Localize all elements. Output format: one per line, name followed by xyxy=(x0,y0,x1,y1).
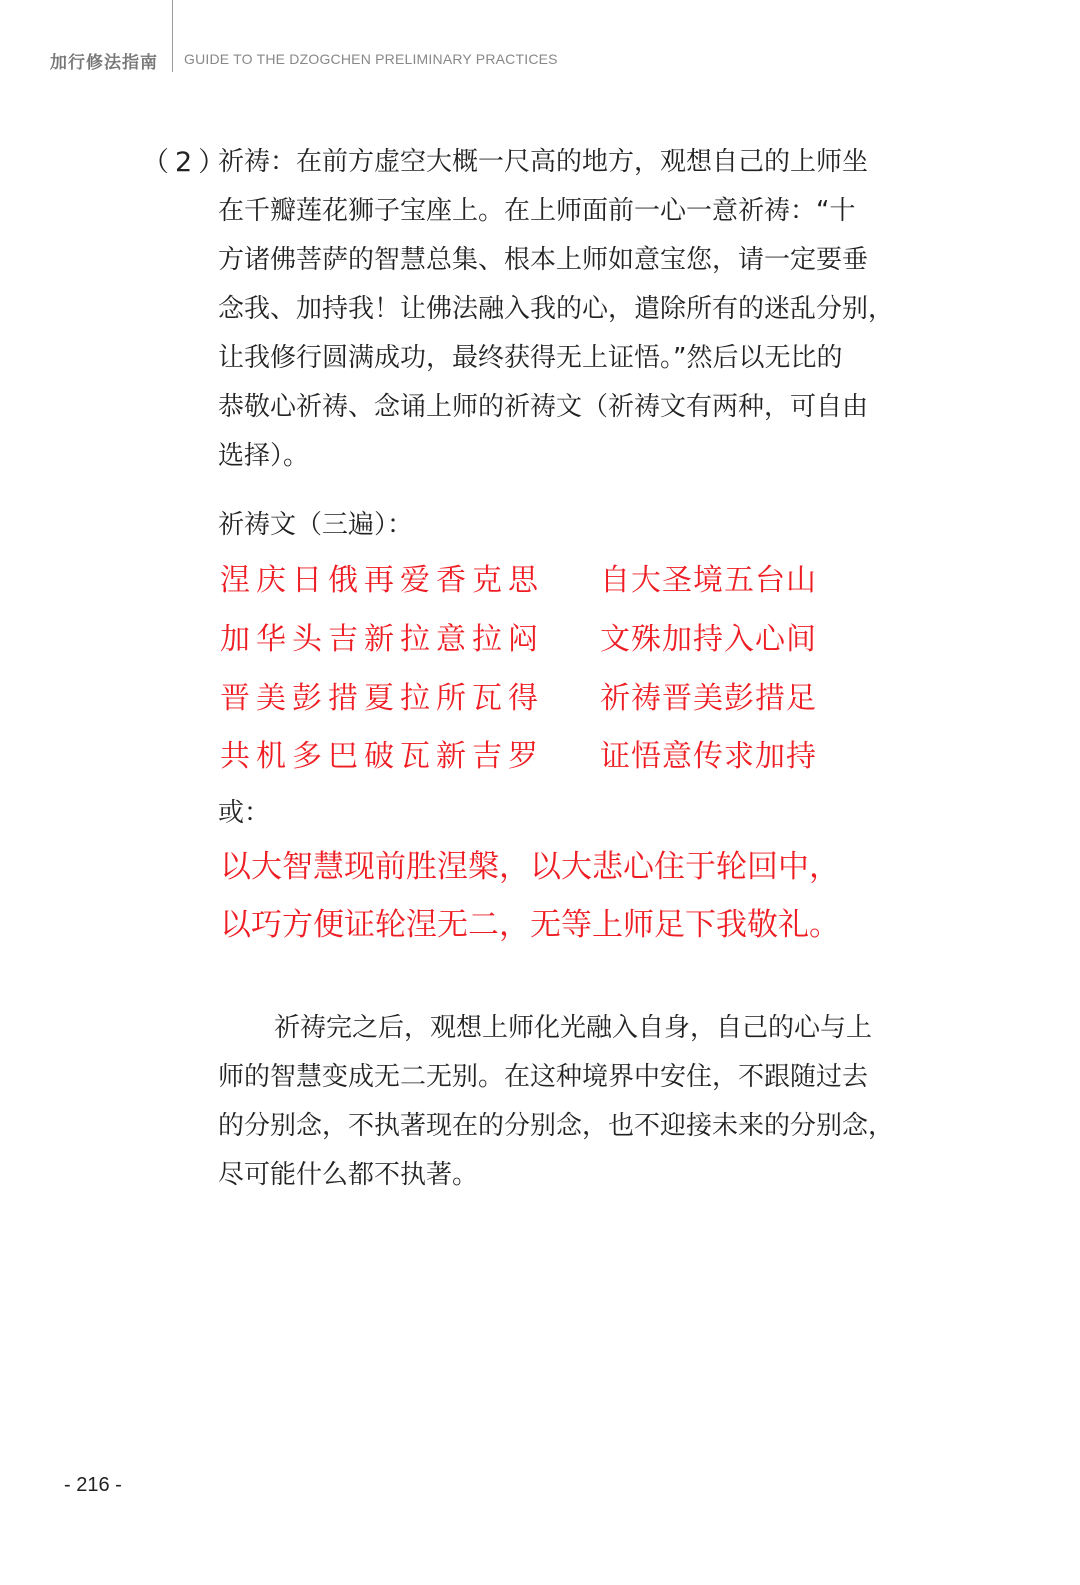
prayer-label: 祈祷文（三遍）： xyxy=(218,510,414,540)
paragraph-line: 尽可能什么都不执著。 xyxy=(218,1160,479,1190)
section-paragraph xyxy=(218,138,918,481)
prayer-verse-meaning: 自大圣境五台山 xyxy=(600,563,817,598)
paragraph-line: 在千瓣莲花狮子宝座上。在上师面前一心一意祈祷：“十 xyxy=(218,196,856,226)
paragraph-line: 选择）。 xyxy=(218,441,310,471)
paragraph-line: 方诸佛菩萨的智慧总集、根本上师如意宝您，请一定要垂 xyxy=(218,245,869,275)
prayer-verse-phonetic: 加华头吉新拉意拉闷 xyxy=(220,622,544,657)
alternative-verse: 以巧方便证轮涅无二，无等上师足下我敬礼。 xyxy=(220,907,840,943)
prayer-verse-meaning: 证悟意传求加持 xyxy=(600,739,817,774)
prayer-verse-meaning: 祈祷晋美彭措足 xyxy=(600,681,817,716)
prayer-verse-phonetic: 晋美彭措夏拉所瓦得 xyxy=(220,681,544,716)
paragraph-line: 祈祷：在前方虚空大概一尺高的地方，观想自己的上师坐 xyxy=(218,147,869,177)
prayer-verse-meaning: 文殊加持入心间 xyxy=(600,622,817,657)
alternative-verse: 以大智慧现前胜涅槃，以大悲心住于轮回中， xyxy=(220,849,840,885)
paragraph-line: 师的智慧变成无二无别。在这种境界中安住，不跟随过去 xyxy=(218,1062,869,1092)
header-title-english: GUIDE TO THE DZOGCHEN PRELIMINARY PRACTICES xyxy=(184,51,558,67)
paragraph-line: 念我、加持我！让佛法融入我的心，遣除所有的迷乱分别， xyxy=(218,294,895,324)
closing-paragraph xyxy=(218,1004,918,1200)
section-number: （2） xyxy=(142,147,232,178)
paragraph-line: 的分别念，不执著现在的分别念，也不迎接未来的分别念， xyxy=(218,1111,895,1141)
paragraph-line: 让我修行圆满成功，最终获得无上证悟。”然后以无比的 xyxy=(218,343,843,373)
page-number: - 216 - xyxy=(64,1474,122,1496)
prayer-verse-phonetic: 共机多巴破瓦新吉罗 xyxy=(220,739,544,774)
header-divider xyxy=(172,0,173,72)
alternative-label: 或： xyxy=(218,798,271,828)
paragraph-line: 祈祷完之后，观想上师化光融入自身，自己的心与上 xyxy=(274,1013,873,1043)
header-title-chinese: 加行修法指南 xyxy=(50,53,158,73)
paragraph-line: 恭敬心祈祷、念诵上师的祈祷文（祈祷文有两种，可自由 xyxy=(218,392,869,422)
prayer-verse-phonetic: 涅庆日俄再爱香克思 xyxy=(220,563,544,598)
